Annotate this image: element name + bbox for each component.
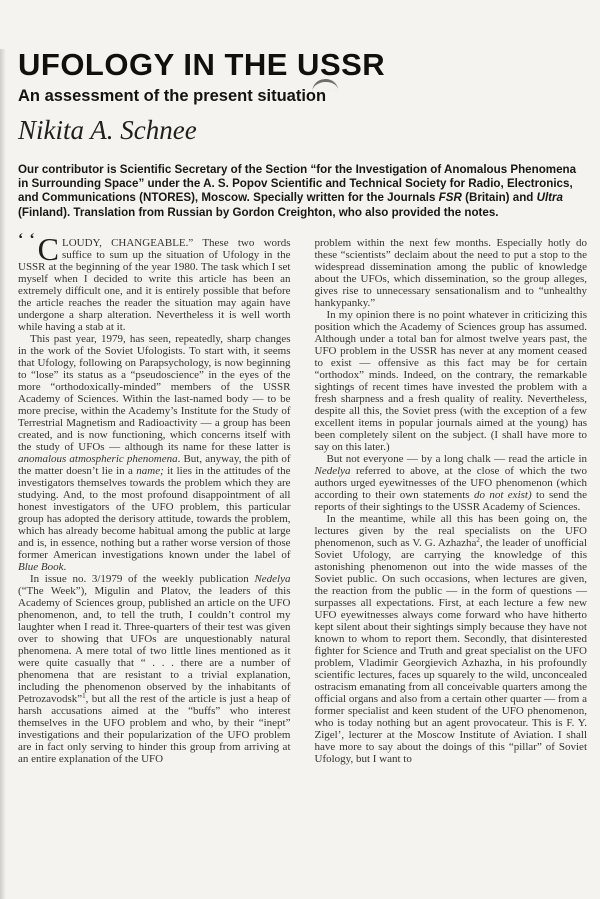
page-title: UFOLOGY IN THE USSR	[18, 47, 386, 82]
article-page	[0, 49, 600, 899]
column-left	[18, 230, 291, 765]
article-paragraph: In the meantime, while all this has been going on, the lectures given by the real specialists on the UFO phenomenon, such as V. G. Azhazha$^2$, the leader of unofficial Soviet Ufology, are carrying the knowledge of this astonishing phenomenon out into the wide masses of the Soviet public. On such occasions, when lectures are given, the reaction from the public — in the form of questions — surpasses all expectations. First, at each lecture a few new UFO eyewitnesses always come forward who have hitherto kept silent about their sightings simply because they have not known to whom to report them. Secondly, that disinterested fighter for Science and Truth and great specialist on the UFO problem, Vladimir Georgievich Azhazha, in his profoundly scientific lectures, faces up squarely to the wild, unconcealed ostracism emanating from all conceivable quarters among the official organs and also from a certain other quarter — from a former specialist and keen student of the UFO phenomenon, who is today nothing but an agent provocateur. This is F. Y. Zigel’, lecturer at the Moscow Institute of Aviation. I shall have more to say about the doings of this “pillar” of Soviet Ufology, but I want to	[314, 512, 587, 765]
article-paragraph: Our contributor is Scientific Secretary of the Section “for the Investigation of Anomalous Phenomena in Surrounding Space” under the A. S. Popov Scientific and Technical Society for Radio, Electronics, and Communications (NTORES), Moscow. Specially written for the Journals FSR (Britain) and Ultra (Finland). Translation from Russian by Gordon Creighton, who also provided the notes.	[18, 163, 577, 219]
article-paragraph: problem within the next few months. Especially hotly do these “scientists” declaim about the need to put a stop to the widespread dissemination among the public of knowledge about the UFOs, which dissemination, so the group alleges, gives rise to unnecessary sensationalism and to “unhealthy hankypanky.”	[314, 236, 587, 309]
author-byline: Nikita A. Schnee	[18, 115, 197, 145]
standfirst	[18, 163, 584, 220]
scan-edge-shadow	[0, 49, 6, 899]
column-right	[315, 237, 588, 765]
page-subtitle: An assessment of the present situation	[18, 87, 327, 105]
article-paragraph: This past year, 1979, has seen, repeatedly, sharp changes in the work of the Soviet Ufologists. To start with, it seems that Ufology, following on Parapsychology, is now beginning to “lose” its status as a “pseudoscience” in the eyes of the more “orthodoxically-minded” members of the USSR Academy of Sciences. Within the last-named body — to be more precise, within the Academy’s Institute for the Study of Terrestrial Magnetism and Radioactivity — a group has been created, and is now functioning, which concerns itself with the study of UFOs — although its name for these latter is anomalous atmospheric phenomena. But, anyway, the pith of the matter doesn’t lie in a name; it lies in the attitudes of the investigators themselves towards the problem which they are studying. And, to the most profound disappointment of all honest investigators of the UFO problem, this particular group has adopted the derisory attitude, towards the problem, which has already become habitual among the public at large and is, in essence, nothing but a rather worse version of those former American investigations known under the label of Blue Book.	[18, 332, 291, 573]
article-body	[18, 230, 587, 765]
article-paragraph: In my opinion there is no point whatever in criticizing this position which the Academy of Sciences group has assumed. Although under a total ban for almost twelve years past, the UFO problem in the USSR has never at any moment ceased to exist — offensive as this fact may be for certain “orthodox” minds. Indeed, on the contrary, the remarkable sightings of recent times have invested the problem with a fresh sharpness and a fresh quality of reality. Nevertheless, despite all this, the Soviet press (with the exception of a few excellent items in popular journals aimed at the young) has been completely silent on the subject. (I shall have more to say on this later.)	[314, 308, 587, 453]
drop-cap-letter: C	[37, 230, 59, 267]
article-paragraph: But not everyone — by a long chalk — read the article in Nedelya referred to above, at the close of which the two authors urged eyewitnesses of the UFO phenomenon (which according to their own statements do not exist) to send the reports of their sightings to the USSR Academy of Sciences.	[314, 452, 587, 513]
article-paragraph: ‘ ‘ C LOUDY, CHANGEABLE.” These two words suffice to sum up the situation of Ufology in the USSR at the beginning of the year 1980. The task which I set myself when I decided to write this article has been an extremely difficult one, and it is entirely possible that before the article reaches the reader the situation may again have undergone a sharp alteration. Nevertheless it is well worth while having a stab at it.	[18, 230, 291, 333]
drop-cap-quotes: ‘ ‘	[18, 230, 36, 248]
drop-cap	[18, 230, 59, 267]
article-paragraph: In issue no. 3/1979 of the weekly publication Nedelya (“The Week”), Migulin and Platov, the leaders of this Academy of Sciences group, published an article on the UFO phenomenon, and, to tell the truth, I couldn’t control my laughter when I read it. Three-quarters of their test was given over to showing that UFOs are unquestionably natural phenomena. A mere total of two little lines mentioned as it were quite casually that “ . . . there are a number of phenomena that are resistant to a trivial explanation, including the phenomenon observed by the inhabitants of Petrozavodsk”$^1$, but all the rest of the article is just a heap of harsh accusations aimed at the “buffs” who interest themselves in the UFO problem and who, by their “inept” investigations and their popularization of the UFO problem are in fact only serving to hinder this group from arriving at an entire explanation of the UFO	[18, 572, 291, 765]
